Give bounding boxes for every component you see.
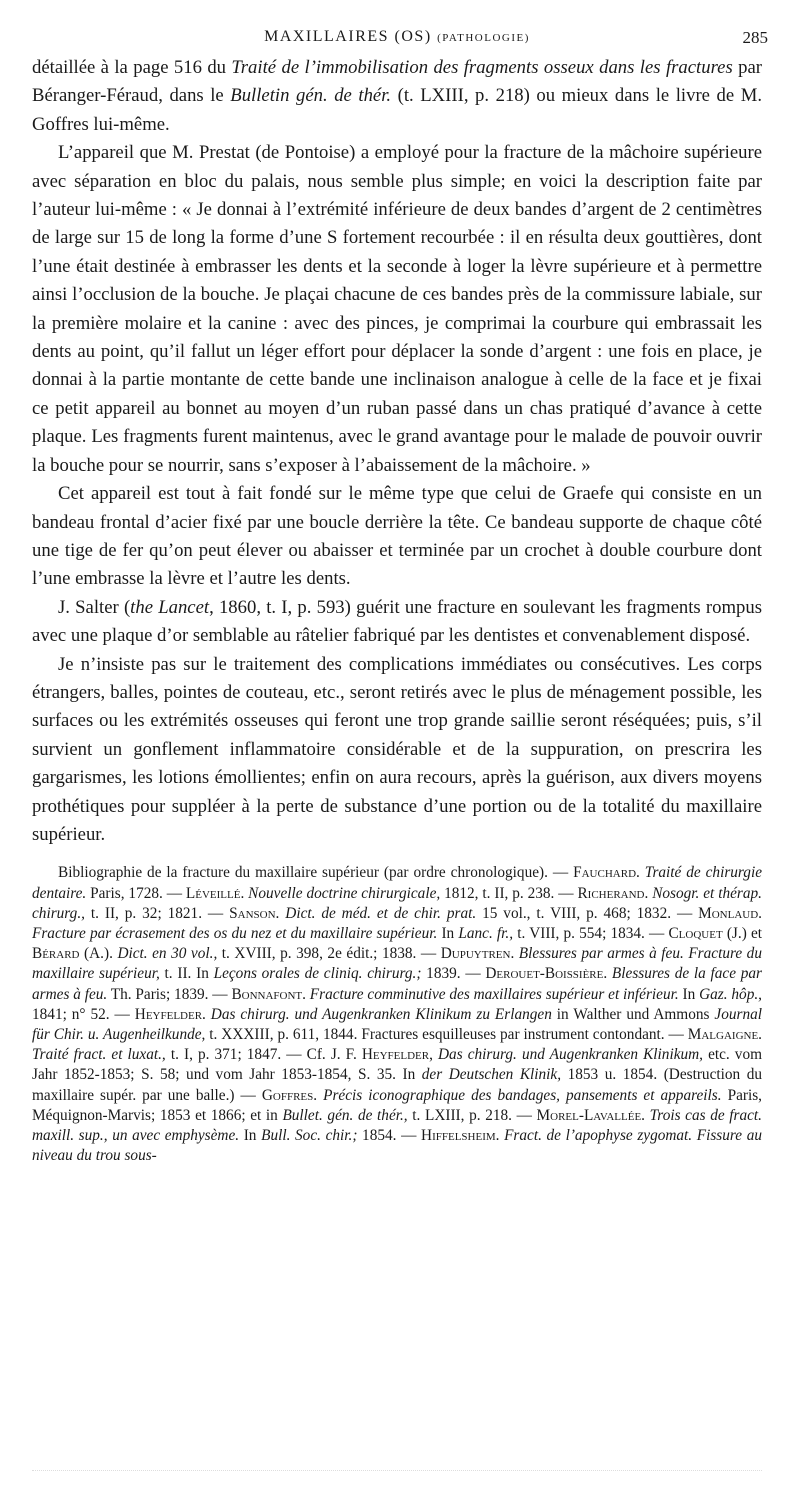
biblio-run: 15 vol., t. VIII, p. 468; 1832. — — [476, 904, 699, 922]
p1-text-a: détaillée à la page 516 du — [32, 57, 232, 78]
biblio-run: Goffres. — [261, 1086, 318, 1104]
body-text — [32, 54, 762, 849]
header-title-text: MAXILLAIRES (OS) — [264, 28, 432, 45]
biblio-run: Fracture comminutive des maxillaires supérieur et inférieur. — [305, 985, 679, 1003]
biblio-run: in Walther und Ammons — [551, 1005, 715, 1023]
paragraph-1 — [32, 54, 762, 139]
biblio-run: Richerand. — [577, 884, 649, 902]
biblio-run: der Deutschen Klinik, — [421, 1066, 562, 1084]
biblio-run: (A.). — [79, 945, 118, 963]
biblio-run: Hiffelsheim. — [421, 1127, 500, 1145]
p4-text-a: J. Salter ( — [58, 596, 131, 618]
biblio-run: Dict. de méd. et de chir. prat. — [279, 904, 477, 922]
page-bottom-edge — [32, 1470, 762, 1479]
biblio-run: t. XXXIII, p. 611, 1844. Fractures esquilleuses par instrument contondant. — — [205, 1026, 688, 1043]
biblio-run: t. LXIII, p. 218. — — [407, 1106, 537, 1124]
biblio-run: etc. vom Jahr 1852-1853; S. 58; und vom Jahr 1853-1854, S. 35. In — [32, 1046, 763, 1084]
header-subtitle: (PATHOLOGIE) — [437, 32, 530, 44]
paragraph-5: Je n’insiste pas sur le traitement des complications immédiates ou consécutives. Les corps étrangers, balles, pointes de couteau, etc., seront retirés avec le plus de ménagement possible, les surfaces ou les extrémités osseuses qui feront une trop grande saillie seront réséquées; puis, s’il survient un gonflement inflammatoire considérable et de la suppuration, on prescrira les gargarismes, les lotions émollientes; enfin on aura recours, après la guérison, aux divers moyens prothétiques pour suppléer à la perte de substance d’une portion ou de la totalité du maxillaire supérieur. — [32, 653, 762, 845]
biblio-run: Fracture par écrasement des os du nez et du maxillaire supérieur. — [32, 924, 438, 942]
biblio-run: Das chirurg. und Augenkranken Klinikum, — [432, 1046, 704, 1064]
biblio-run: Lanc. fr., — [458, 924, 514, 942]
biblio-run: Bérard — [32, 945, 80, 963]
page — [32, 28, 768, 1166]
bibliography-paragraph — [32, 863, 762, 1166]
p1-italic-title: Traité de l’immobilisation des fragments osseux dans les fractures — [231, 57, 733, 78]
biblio-run: Paris, Méquignon-Marvis; 1853 et 1866; et in — [32, 1086, 762, 1124]
p1-text-e: (t. LXIII, p. 218) ou mieux dans le livre de M. Goffres lui-même. — [32, 85, 762, 135]
biblio-run: Dict. en 30 vol., — [117, 945, 218, 963]
biblio-run: In — [437, 924, 459, 942]
biblio-run: Gaz. hôp., — [699, 985, 762, 1003]
bibliography — [32, 863, 762, 1166]
biblio-run: Das chirurg. und Augenkranken Klinikum zu Erlangen — [205, 1005, 552, 1023]
p4-text-c: , 1860, t. I, p. 593) guérit une fracture en soulevant les fragments rompus avec une plaque d’or semblable au râtelier fabriqué par les dentistes et convenablement disposé. — [32, 596, 762, 647]
biblio-run: Traité fract. et luxat., — [32, 1046, 166, 1064]
biblio-run: Blessures de la face par armes à feu. — [32, 965, 762, 1003]
biblio-run: Sanson. — [229, 904, 280, 922]
page-number: 285 — [742, 28, 768, 47]
p4-italic-journal: the Lancet — [130, 596, 210, 618]
biblio-run: Heyfelder, — [361, 1046, 433, 1064]
p1-italic-journal: Bulletin gén. de thér. — [230, 85, 392, 107]
biblio-run: Journal für Chir. u. Augenheilkunde, — [32, 1005, 762, 1043]
biblio-run: 1839. — — [421, 965, 486, 983]
biblio-run: t. I, p. 371; 1847. — Cf. J. F. — [165, 1046, 362, 1064]
paragraph-4 — [32, 594, 762, 651]
biblio-run: Bonnafont. — [231, 985, 306, 1003]
biblio-run: Fauchard. — [573, 864, 640, 882]
biblio-run: Th. Paris; 1839. — — [107, 985, 232, 1003]
biblio-run: (J.) et — [722, 924, 762, 942]
biblio-run: t. II. In — [159, 965, 214, 983]
biblio-run: 1854. — — [357, 1127, 422, 1145]
biblio-run: Traité de chirurgie dentaire. — [32, 864, 762, 902]
biblio-run: t. VIII, p. 554; 1834. — — [513, 924, 669, 942]
biblio-run: Nosogr. et thérap. chirurg., — [32, 884, 762, 922]
biblio-run: Malgaigne. — [687, 1026, 762, 1043]
biblio-run: Monlaud. — [698, 904, 763, 922]
header-title — [32, 28, 762, 46]
paragraph-3: Cet appareil est tout à fait fondé sur le même type que celui de Graefe qui consiste en un bandeau frontal d’acier fixé par une boucle derrière la tête. Ce bandeau supporte de chaque côté une tige de fer qu’on peut élever ou abaisser et terminée par un crochet à double courbure dont l’une embrasse la lèvre et l’autre les dents. — [32, 483, 762, 590]
biblio-run: Cloquet — [668, 924, 723, 942]
biblio-run: Leçons orales de cliniq. chirurg.; — [213, 965, 422, 983]
biblio-run: Nouvelle doctrine chirurgicale, — [244, 884, 441, 902]
biblio-run: Fract. de l’apophyse zygomat. Fissure au niveau du trou sous- — [32, 1127, 762, 1165]
running-header — [32, 28, 768, 54]
p1-text-c: par Béranger-Féraud, dans le — [32, 57, 762, 107]
biblio-run: Paris, 1728. — — [86, 884, 186, 902]
biblio-run: t. XVIII, p. 398, 2e édit.; 1838. — — [217, 945, 441, 963]
biblio-run: 1841; n° 52. — — [32, 1005, 135, 1023]
biblio-run: Trois cas de fract. maxill. sup., un avec emphysème. — [32, 1106, 762, 1145]
biblio-run: In — [239, 1127, 262, 1145]
biblio-run: Derouet-Boissière. — [485, 965, 608, 983]
biblio-run: Bibliographie de la fracture du maxillaire supérieur (par ordre chronologique). — — [58, 864, 574, 882]
biblio-run: t. II, p. 32; 1821. — — [84, 904, 230, 922]
biblio-run: 1853 u. 1854. (Destruction du maxillaire supér. par une balle.) — — [32, 1066, 762, 1104]
biblio-run: Léveillé. — [185, 884, 245, 902]
biblio-run: Bull. Soc. chir.; — [261, 1127, 358, 1145]
paragraph-2: L’appareil que M. Prestat (de Pontoise) a employé pour la fracture de la mâchoire supérieure avec séparation en bloc du palais, nous semble plus simple; en voici la description faite par l’auteur lui-même : « Je donnai à l’extrémité inférieure de deux bandes d’argent de 2 centimètres de large sur 15 de long la forme d’une S fortement recourbée : il en résulta deux gouttières, dont l’une était destinée à embrasser les dents et la seconde à loger la lèvre supérieure et à permettre ainsi l’occlusion de la bouche. Je plaçai chacune de ces bandes près de la commissure labiale, sur la première molaire et la canine : avec des pinces, je comprimai la courbure qui embrassait les dents au point, qu’il fallut un léger effort pour déplacer la sonde d’argent : une fois en place, je donnai à la partie montante de cette bande une inclinaison analogue à celle de la face et je fixai ce petit appareil au bonnet au moyen d’un ruban passé dans un chas pratiqué d’avance à cette plaque. Les fragments furent maintenus, avec le grand avantage pour le malade de pouvoir ouvrir la bouche pour se nourrir, sans s’exposer à l’abaissement de la mâchoire. » — [32, 142, 762, 476]
biblio-run: Dupuytren. — [440, 945, 515, 963]
biblio-run: Heyfelder. — [134, 1005, 206, 1023]
biblio-run: Morel-Lavallée. — [536, 1106, 646, 1124]
biblio-run: Blessures par armes à feu. Fracture du maxillaire supérieur, — [32, 945, 762, 983]
biblio-run: 1812, t. II, p. 238. — — [440, 884, 578, 902]
biblio-run: Précis iconographique des bandages, pansements et appareils. — [317, 1086, 722, 1104]
biblio-run: In — [678, 985, 700, 1003]
biblio-run: Bullet. gén. de thér., — [282, 1106, 408, 1124]
